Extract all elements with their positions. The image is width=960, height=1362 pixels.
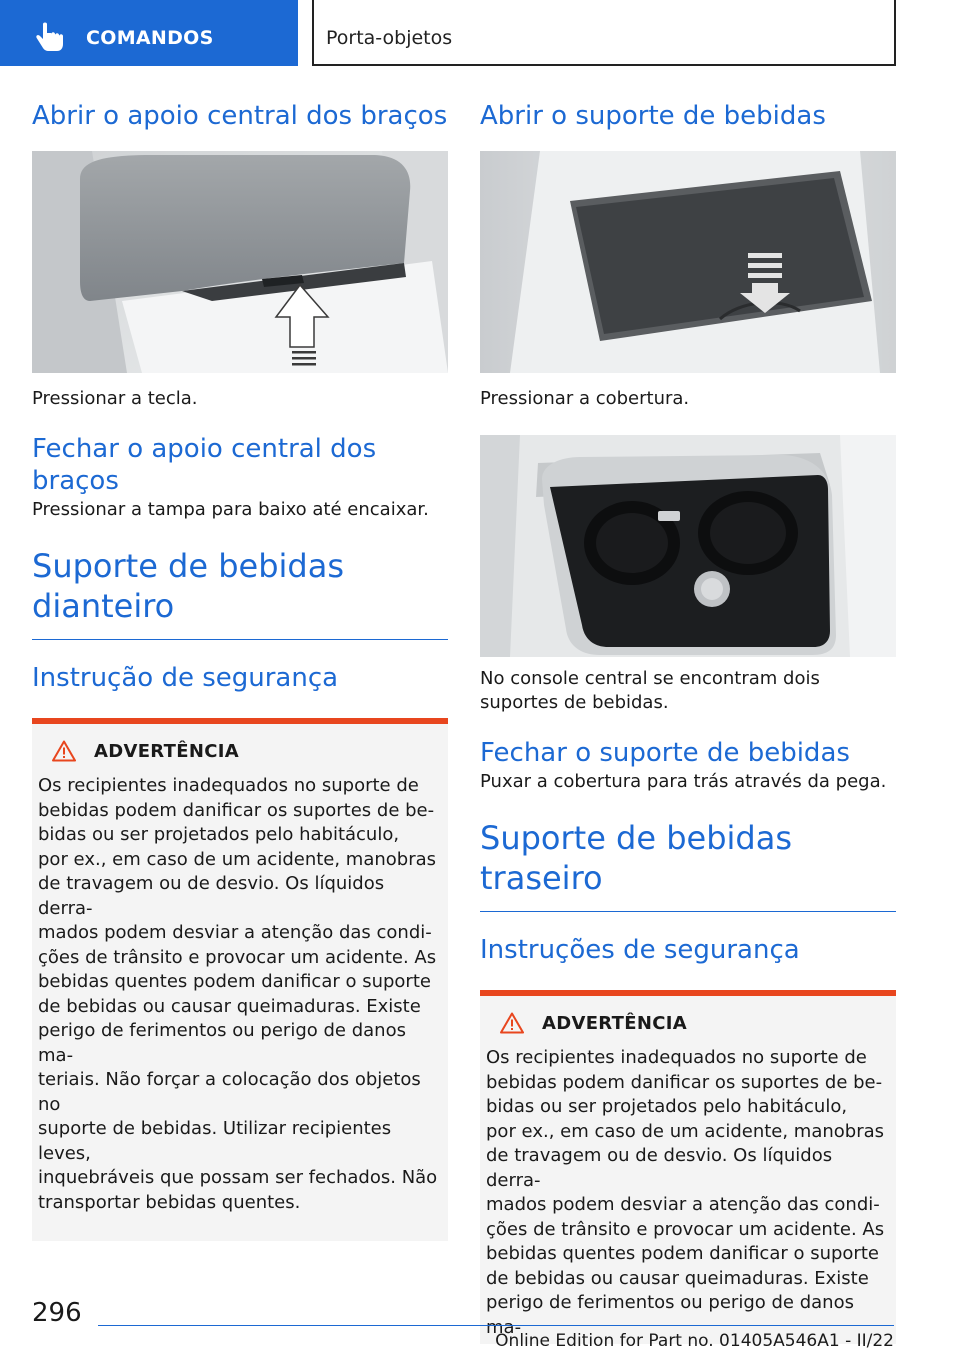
heading-front-cupholder: Suporte de bebidas dianteiro xyxy=(32,547,345,625)
warning-line: mados podem desviar a atenção das condi‐ xyxy=(486,1194,880,1215)
warning-line: Os recipientes inadequados no suporte de xyxy=(38,775,419,796)
warning-line: bebidas quentes podem danificar o suporte xyxy=(38,971,431,992)
armrest-illustration xyxy=(32,151,448,373)
warning-line: inquebráveis que possam ser fechados. Não xyxy=(38,1167,438,1188)
warning-box xyxy=(32,718,448,1241)
warning-line: bidas ou ser projetados pelo habitáculo, xyxy=(38,824,400,845)
warning-line: ções de trânsito e provocar um acidente. As xyxy=(486,1218,885,1240)
footer-rule xyxy=(98,1325,894,1326)
warning-line: ções de trânsito e provocar um acidente. As xyxy=(38,946,437,968)
heading-open-cupholder: Abrir o suporte de bebidas xyxy=(480,101,826,131)
warning-line: suporte de bebidas. Utilizar recipientes leves, xyxy=(38,1118,392,1164)
warning-line: de bebidas ou causar queimaduras. Existe xyxy=(486,1267,869,1289)
warning-line: de travagem ou de desvio. Os líquidos derra‐ xyxy=(486,1145,833,1191)
warning-line: por ex., em caso de um acidente, manobras xyxy=(486,1120,885,1142)
warning-line: teriais. Não forçar a colocação dos objetos no xyxy=(38,1069,421,1115)
warning-header xyxy=(52,740,442,762)
warning-line: mados podem desviar a atenção das condi‐ xyxy=(38,922,432,943)
cupholder-cover-photo xyxy=(480,151,896,373)
caption-press-key: Pressionar a tecla. xyxy=(32,388,198,409)
warning-line: perigo de ferimentos ou perigo de danos ma‐ xyxy=(38,1020,406,1066)
heading-open-armrest: Abrir o apoio central dos braços xyxy=(32,101,448,131)
heading-close-cupholder: Fechar o suporte de bebidas xyxy=(480,738,850,768)
warning-line: Os recipientes inadequados no suporte de xyxy=(486,1047,867,1068)
edition-text: Online Edition for Part no. 01405A546A1 - II/22 xyxy=(495,1331,894,1351)
heading-rule xyxy=(32,639,448,640)
warning-line: bebidas podem danificar os suportes de be‐ xyxy=(486,1071,883,1093)
warning-line: bebidas podem danificar os suportes de be‐ xyxy=(38,799,435,821)
warning-box xyxy=(480,990,896,1344)
cupholder-open-illustration xyxy=(480,435,896,657)
warning-triangle-icon xyxy=(52,740,76,762)
warning-triangle-icon xyxy=(500,1012,524,1034)
right-column xyxy=(480,98,896,1344)
warning-line: perigo de ferimentos ou perigo de danos ma‐ xyxy=(486,1292,854,1338)
warning-line: de bebidas ou causar queimaduras. Existe xyxy=(38,995,421,1017)
warning-title: ADVERTÊNCIA xyxy=(542,1012,687,1034)
armrest-photo xyxy=(32,151,448,373)
heading-close-armrest: Fechar o apoio central dos braços xyxy=(32,434,377,496)
page-number: 296 xyxy=(32,1298,82,1328)
text-close-armrest: Pressionar a tampa para baixo até encaixar. xyxy=(32,499,429,520)
text-console: No console central se encontram dois suportes de bebidas. xyxy=(480,668,820,713)
cupholder-open-photo xyxy=(480,435,896,657)
left-column xyxy=(32,98,448,1241)
cupholder-cover-illustration xyxy=(480,151,896,373)
warning-line: transportar bebidas quentes. xyxy=(38,1191,301,1213)
page-header xyxy=(0,0,960,66)
heading-safety-instructions: Instruções de segurança xyxy=(480,935,800,965)
section-tab xyxy=(0,0,298,66)
warning-line: bebidas quentes podem danificar o suporte xyxy=(486,1243,879,1264)
heading-rule xyxy=(480,911,896,912)
heading-rear-cupholder: Suporte de bebidas traseiro xyxy=(480,819,793,897)
caption-press-cover: Pressionar a cobertura. xyxy=(480,388,690,409)
warning-text xyxy=(486,1046,890,1340)
warning-title: ADVERTÊNCIA xyxy=(94,740,239,762)
section-label: COMANDOS xyxy=(86,27,214,49)
chapter-box xyxy=(312,0,896,66)
warning-line: bidas ou ser projetados pelo habitáculo, xyxy=(486,1096,848,1117)
heading-safety-instruction: Instrução de segurança xyxy=(32,663,339,693)
warning-line: por ex., em caso de um acidente, manobras xyxy=(38,848,437,870)
hand-pointer-icon xyxy=(34,22,66,52)
warning-line: de travagem ou de desvio. Os líquidos derra‐ xyxy=(38,873,385,919)
text-close-cupholder: Puxar a cobertura para trás através da pega. xyxy=(480,771,887,792)
chapter-label: Porta-objetos xyxy=(326,27,453,49)
warning-header xyxy=(500,1012,890,1034)
warning-text xyxy=(38,774,442,1215)
